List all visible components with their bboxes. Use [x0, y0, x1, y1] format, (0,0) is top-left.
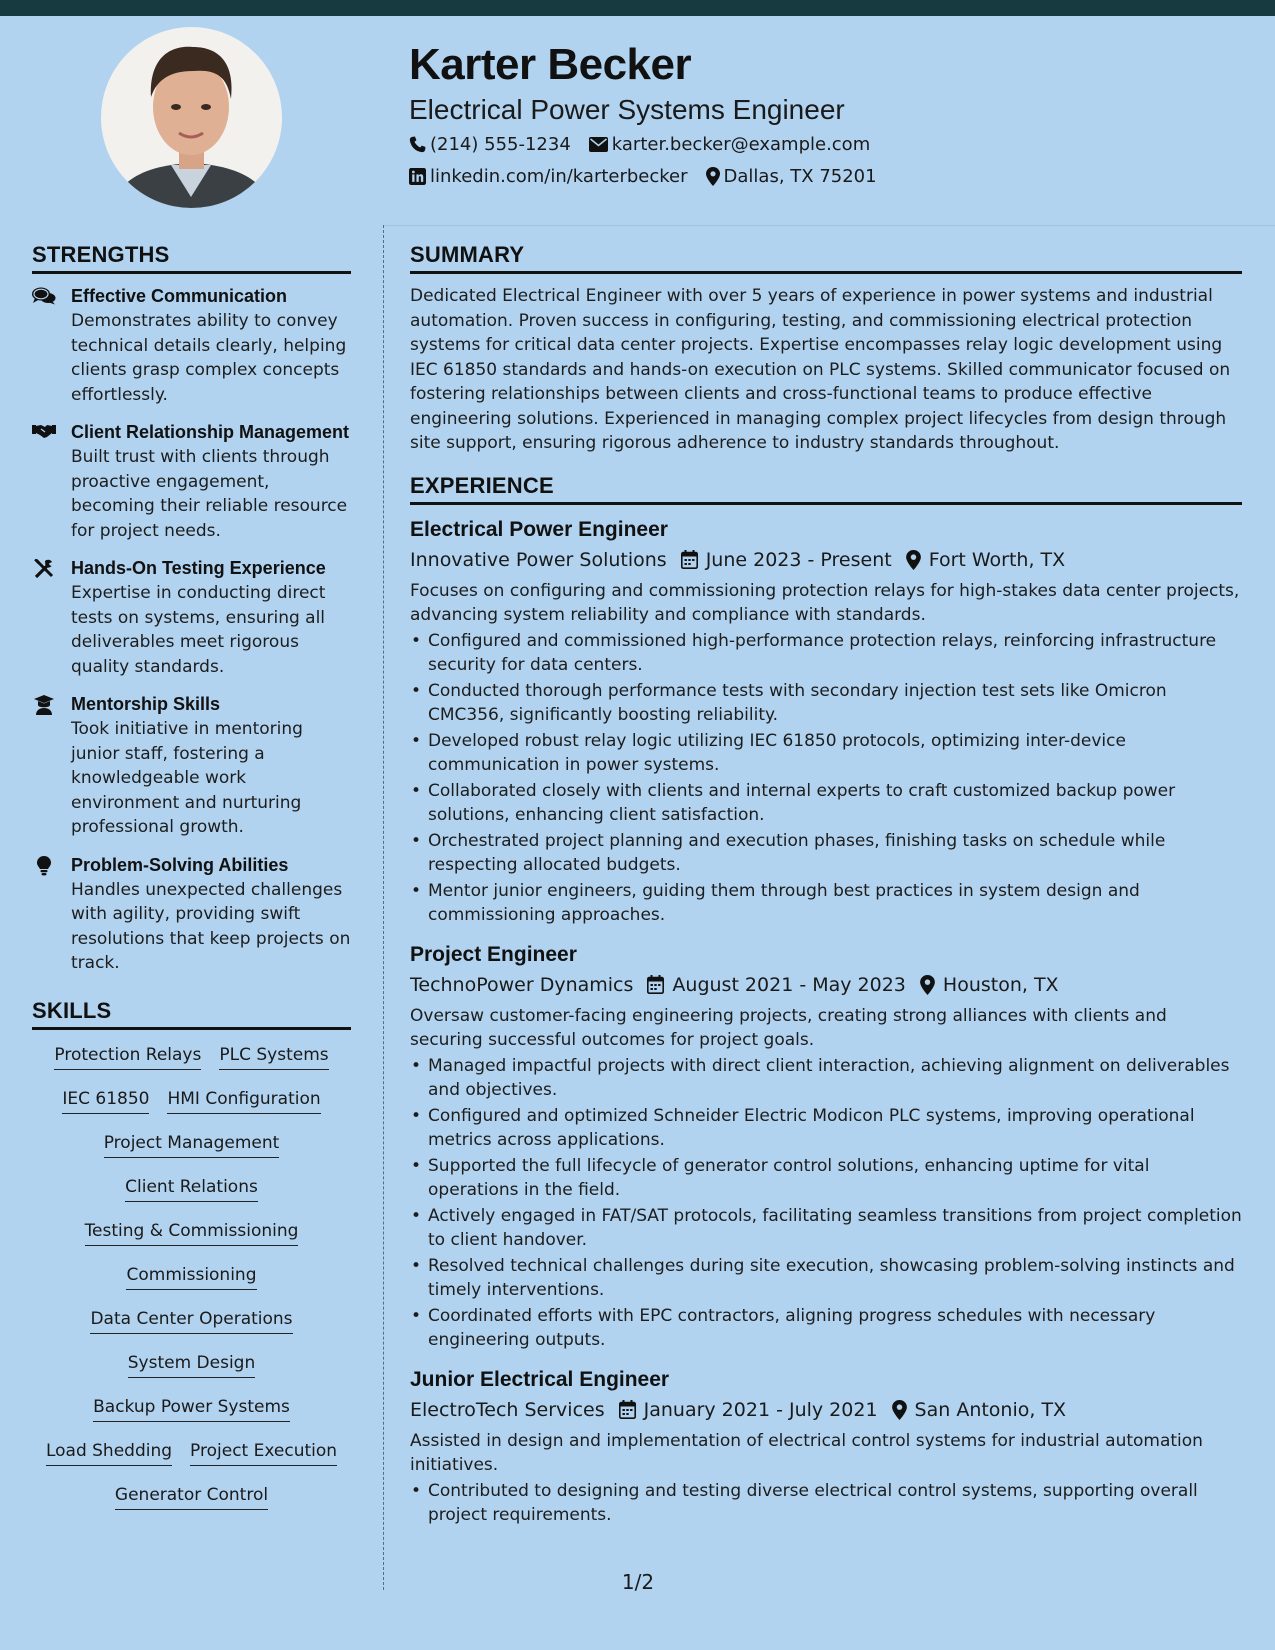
strength-desc: Expertise in conducting direct tests on systems, ensuring all deliverables meet rigorous quality standards. [71, 583, 326, 677]
skill-tag: Backup Power Systems [93, 1396, 290, 1422]
experience-entry [410, 515, 1242, 928]
left-column [32, 242, 351, 1528]
summary-text: Dedicated Electrical Engineer with over 5 years of experience in power systems and industrial automation. Proven success in configuring, testing, and commissioning electrical protection systems for critical data center projects. Expertise encompasses relay logic development using IEC 61850 standards and hands-on execution on PLC systems. Skilled communicator focused on fostering relationships between clients and cross-functional teams to produce effective engineering solutions. Experienced in managing complex project lifecycles from design through site support, ensuring rigorous adherence to industry standards throughout. [410, 286, 1231, 453]
bullet-item: • Configured and commissioned high-performance protection relays, reinforcing infrastructure security for data centers. [410, 629, 1242, 678]
job-meta [410, 1395, 1242, 1425]
strength-title: Mentorship Skills [71, 694, 221, 714]
bullet-item: • Actively engaged in FAT/SAT protocols, facilitating seamless transitions from project completion to client handover. [410, 1204, 1242, 1253]
location-pin-icon [706, 167, 720, 186]
contact-phone[interactable] [409, 134, 571, 155]
bullet-item: • Coordinated efforts with EPC contractors, aligning progress schedules with necessary engineering outputs. [410, 1304, 1242, 1353]
bullet-item: • Mentor junior engineers, guiding them through best practices in system design and commissioning approaches. [410, 879, 1242, 928]
right-column [410, 242, 1242, 1540]
job-title: Electrical Power Engineer [410, 517, 668, 541]
strength-desc: Handles unexpected challenges with agility, providing swift resolutions that keep projects on track. [71, 879, 351, 973]
job-meta [410, 970, 1242, 1000]
job-bullets [410, 629, 1242, 928]
bullet-item: • Collaborated closely with clients and internal experts to craft customized backup power solutions, enhancing client satisfaction. [410, 779, 1242, 828]
contact-location [706, 166, 877, 187]
location-text: Houston, TX [942, 973, 1059, 996]
teacher-icon [32, 695, 56, 715]
job-location [892, 1395, 1067, 1425]
job-description: Oversaw customer-facing engineering projects, creating strong alliances with clients and securing successful outcomes for project goals. [410, 1005, 1167, 1050]
job-dates [647, 970, 906, 1000]
company-name: Innovative Power Solutions [410, 548, 667, 571]
experience-heading: EXPERIENCE [410, 473, 1242, 505]
header-divider [383, 225, 1275, 226]
skill-tag: Project Execution [190, 1440, 337, 1466]
location-pin-icon [892, 1400, 907, 1420]
skill-tag: IEC 61850 [62, 1088, 149, 1114]
dates-text: August 2021 - May 2023 [672, 973, 906, 996]
dates-text: June 2023 - Present [705, 548, 892, 571]
contact-row-1 [409, 134, 888, 155]
job-bullets [410, 1479, 1242, 1528]
strength-item [32, 556, 351, 679]
job-dates [619, 1395, 878, 1425]
job-title: Project Engineer [410, 942, 577, 966]
experience-entry [410, 940, 1242, 1353]
location-pin-icon [920, 975, 935, 995]
contact-linkedin[interactable] [409, 166, 688, 187]
strength-desc: Took initiative in mentoring junior staff, fostering a knowledgeable work environment and nurturing professional growth. [71, 719, 303, 837]
skill-tag: Testing & Commissioning [85, 1220, 299, 1246]
strength-desc: Demonstrates ability to convey technical details clearly, helping clients grasp complex concepts effortlessly. [71, 311, 347, 405]
skill-tag: Load Shedding [46, 1440, 172, 1466]
experience-entry [410, 1365, 1242, 1528]
strength-title: Hands-On Testing Experience [71, 558, 326, 578]
strength-desc: Built trust with clients through proactive engagement, becoming their reliable resource for project needs. [71, 447, 348, 541]
job-bullets [410, 1054, 1242, 1353]
linkedin-icon [409, 168, 426, 185]
candidate-name: Karter Becker [409, 40, 692, 89]
handshake-icon [32, 423, 56, 443]
strength-item [32, 853, 351, 976]
skill-tag: Project Management [104, 1132, 280, 1158]
bullet-item: • Conducted thorough performance tests with secondary injection test sets like Omicron CMC356, significantly boosting reliability. [410, 679, 1242, 728]
linkedin-text: linkedin.com/in/karterbecker [430, 166, 688, 187]
strength-title: Problem-Solving Abilities [71, 854, 289, 875]
contact-row-2 [409, 166, 895, 187]
location-pin-icon [906, 550, 921, 570]
phone-text: (214) 555-1234 [430, 134, 571, 155]
company-name: TechnoPower Dynamics [410, 973, 634, 996]
bullet-item: • Contributed to designing and testing diverse electrical control systems, supporting overall project requirements. [410, 1479, 1242, 1528]
skill-tag: System Design [128, 1352, 256, 1378]
skills-heading: SKILLS [32, 998, 351, 1030]
strengths-heading: STRENGTHS [32, 242, 351, 274]
tools-icon [32, 559, 56, 579]
skill-tag: Client Relations [125, 1176, 258, 1202]
bullet-item: • Supported the full lifecycle of generator control solutions, enhancing uptime for vital operations in the field. [410, 1154, 1242, 1203]
location-text: San Antonio, TX [914, 1398, 1067, 1421]
envelope-icon [589, 137, 608, 152]
lightbulb-icon [32, 856, 56, 876]
skills-list [32, 1044, 351, 1528]
bullet-item: • Developed robust relay logic utilizing IEC 61850 protocols, optimizing inter-device communication in power systems. [410, 729, 1242, 778]
calendar-icon [647, 975, 664, 994]
bullet-item: • Configured and optimized Schneider Electric Modicon PLC systems, improving operational metrics across applications. [410, 1104, 1242, 1153]
skill-tag: Generator Control [115, 1484, 268, 1510]
bullet-item: • Resolved technical challenges during site execution, showcasing problem-solving instincts and timely interventions. [410, 1254, 1242, 1303]
profile-photo [101, 27, 282, 208]
summary-heading: SUMMARY [410, 242, 1242, 274]
job-meta [410, 545, 1242, 575]
comments-icon [32, 287, 56, 307]
strength-item [32, 420, 351, 543]
strength-title: Effective Communication [71, 286, 288, 306]
skill-tag: Commissioning [126, 1264, 256, 1290]
location-text: Fort Worth, TX [928, 548, 1066, 571]
company-name: ElectroTech Services [410, 1398, 605, 1421]
calendar-icon [619, 1400, 636, 1419]
column-divider [383, 225, 384, 1590]
contact-email[interactable] [589, 134, 870, 155]
skill-tag: HMI Configuration [167, 1088, 320, 1114]
dates-text: January 2021 - July 2021 [643, 1398, 878, 1421]
calendar-icon [681, 550, 698, 569]
job-description: Focuses on configuring and commissioning protection relays for high-stakes data center projects, advancing system reliability and compliance with standards. [410, 580, 1240, 625]
skill-tag: Protection Relays [54, 1044, 201, 1070]
job-title: Junior Electrical Engineer [410, 1367, 670, 1391]
skill-tag: Data Center Operations [90, 1308, 292, 1334]
job-description: Assisted in design and implementation of electrical control systems for industrial automation initiatives. [410, 1430, 1203, 1475]
phone-icon [409, 136, 426, 153]
strength-title: Client Relationship Management [71, 422, 350, 442]
strength-item [32, 284, 351, 407]
skill-tag: PLC Systems [219, 1044, 328, 1070]
candidate-title: Electrical Power Systems Engineer [409, 94, 845, 125]
top-bar [0, 0, 1275, 16]
location-text: Dallas, TX 75201 [723, 166, 877, 187]
bullet-item: • Orchestrated project planning and execution phases, finishing tasks on schedule while respecting allocated budgets. [410, 829, 1242, 878]
job-location [906, 545, 1065, 575]
job-dates [681, 545, 892, 575]
strength-item [32, 692, 351, 840]
email-text: karter.becker@example.com [611, 134, 871, 155]
bullet-item: • Managed impactful projects with direct client interaction, achieving alignment on deliverables and objectives. [410, 1054, 1242, 1103]
page-number: 1/2 [621, 1570, 655, 1594]
job-location [920, 970, 1059, 1000]
